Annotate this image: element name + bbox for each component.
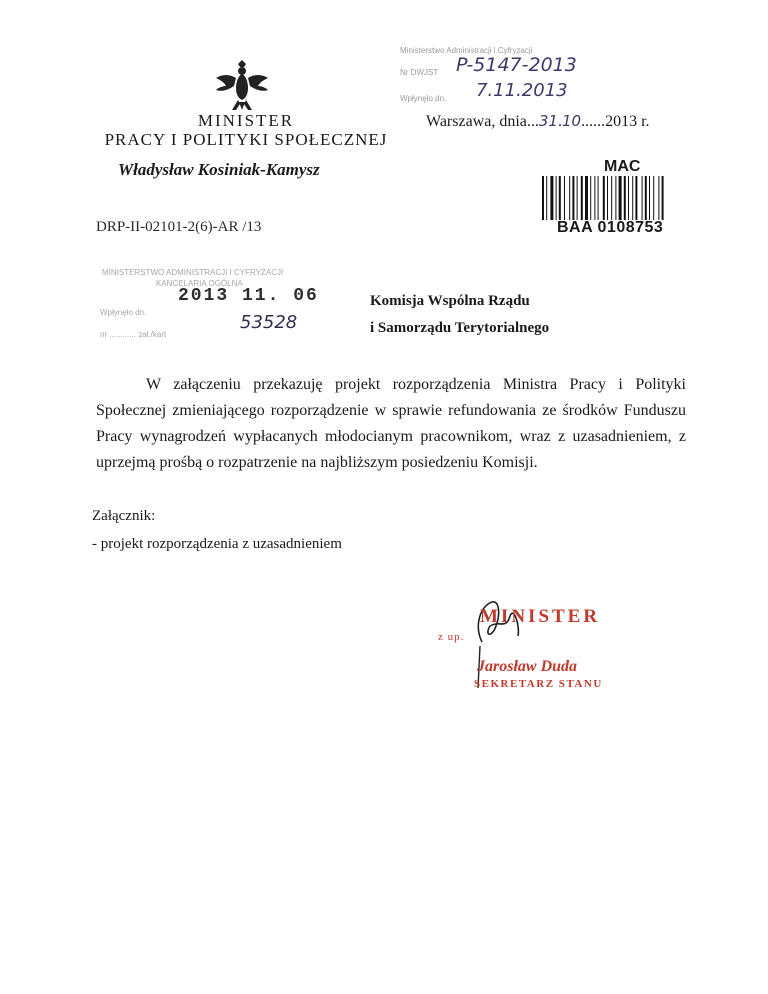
barcode-bar	[542, 176, 544, 220]
barcode-bar	[556, 176, 557, 220]
barcode-bar	[642, 176, 643, 220]
date-year: 2013 r.	[605, 113, 650, 130]
barcode	[540, 176, 698, 220]
incoming-stamp-line2: KANCELARIA OGÓLNA	[156, 279, 243, 288]
date-month: 10	[561, 112, 582, 130]
document-date: Warszawa, dnia...31.10......2013 r.	[426, 112, 650, 130]
incoming-stamp-date: 2013 11. 06	[178, 286, 319, 306]
barcode-label-title: MAC	[604, 158, 641, 175]
barcode-bar	[581, 176, 583, 220]
barcode-bar	[569, 176, 570, 220]
registration-stamp-line1: Ministerstwo Administracji i Cyfryzacji	[400, 46, 533, 55]
signature-title: SEKRETARZ STANU	[474, 678, 603, 690]
barcode-bar	[607, 176, 608, 220]
letter-body: W załączeniu przekazuję projekt rozporządzenia Ministra Pracy i Polityki Społecznej zmieniającego rozporządzenie w sprawie refundowania ze środków Funduszu Pracy wynagrodzeń wypłacanych młodocianym pracownikom, wraz z uzasadnieniem, z uprzejmą prośbą o rozpatrzenie na najbliższym posiedzeniu Komisji.	[96, 376, 686, 471]
barcode-bar	[624, 176, 626, 220]
reference-number: DRP-II-02101-2(6)-AR /13	[96, 219, 262, 235]
registration-case-number: P-5147-2013	[456, 54, 577, 76]
barcode-bar	[598, 176, 599, 220]
barcode-bar	[658, 176, 659, 220]
barcode-bar	[649, 176, 650, 220]
registration-stamp	[400, 44, 600, 108]
attachment-item: - projekt rozporządzenia z uzasadnieniem	[92, 536, 342, 552]
date-day: 31	[538, 112, 558, 130]
barcode-bar	[615, 176, 616, 220]
date-prefix: Warszawa, dnia	[426, 113, 527, 130]
barcode-bar	[628, 176, 629, 220]
barcode-bar	[635, 176, 637, 220]
barcode-bar	[590, 176, 591, 220]
barcode-bar	[653, 176, 654, 220]
barcode-bar	[577, 176, 578, 220]
addressee-line2: i Samorządu Terytorialnego	[370, 320, 550, 336]
barcode-bar	[603, 176, 605, 220]
barcode-bar	[619, 176, 622, 220]
signature-name: Jarosław Duda	[477, 658, 578, 675]
barcode-bar	[550, 176, 553, 220]
signature-role: MINISTER	[480, 606, 601, 627]
incoming-stamp	[100, 268, 340, 348]
attachments-label: Załącznik:	[92, 508, 156, 524]
addressee-line1: Komisja Wspólna Rządu	[370, 293, 530, 309]
barcode-bar	[546, 176, 547, 220]
barcode-number: BAA 0108753	[557, 219, 664, 236]
barcode-bar	[559, 176, 561, 220]
incoming-stamp-received-label: Wpłynęło dn.	[100, 308, 147, 317]
signature-prefix: z up.	[438, 631, 465, 643]
barcode-bar	[594, 176, 595, 220]
registration-stamp-nr-label: Nr DWJST	[400, 68, 439, 77]
registration-stamp-received-label: Wpłynęło dn.	[400, 94, 447, 103]
barcode-bar	[632, 176, 633, 220]
minister-title: MINISTER	[197, 111, 295, 130]
barcode-bar	[564, 176, 565, 220]
eagle-emblem-icon	[214, 58, 270, 114]
ministry-name: PRACY I POLITYKI SPOŁECZNEJ	[104, 130, 388, 149]
barcode-bar	[572, 176, 574, 220]
incoming-stamp-no-label: nr ............ zał./kart	[100, 330, 167, 339]
barcode-bar	[585, 176, 588, 220]
incoming-stamp-registry-number: 53528	[240, 312, 298, 333]
incoming-stamp-line1: MINISTERSTWO ADMINISTRACJI I CYFRYZACJI	[102, 268, 284, 277]
barcode-bar	[611, 176, 612, 220]
barcode-bar	[662, 176, 664, 220]
registration-received-date: 7.11.2013	[476, 80, 568, 101]
minister-name: Władysław Kosiniak-Kamysz	[118, 160, 320, 179]
addressee	[370, 288, 549, 342]
barcode-bar	[645, 176, 647, 220]
